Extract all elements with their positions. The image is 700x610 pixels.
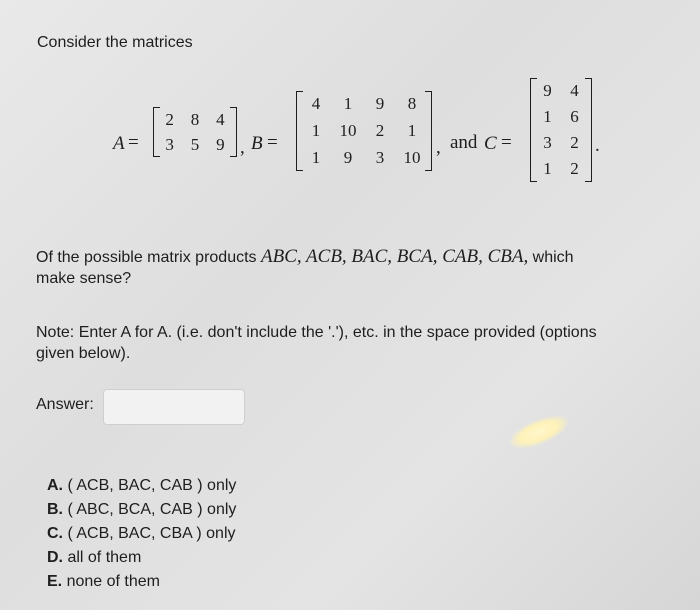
matrix-b-cell: 10 <box>339 120 357 140</box>
matrix-c-cell: 4 <box>570 81 579 100</box>
note-line-1: Note: Enter A for A. (i.e. don't include the '.'), etc. in the space provided (options <box>36 324 597 341</box>
matrix-c-label: C <box>484 133 497 154</box>
matrix-c-cell: 6 <box>570 107 579 126</box>
matrix-b-cell: 1 <box>343 94 353 114</box>
products-list: ABC, ACB, BAC, BCA, CAB, CBA, <box>261 246 529 267</box>
matrix-b-cell: 1 <box>407 120 417 140</box>
matrix-b-cell: 3 <box>375 147 385 167</box>
matrix-a-cell: 2 <box>165 109 174 129</box>
option-e[interactable] <box>47 572 160 592</box>
question-line-1 <box>36 246 574 269</box>
matrix-b-label: B <box>251 133 263 154</box>
matrix-c <box>534 78 588 182</box>
answer-input[interactable] <box>103 389 245 425</box>
matrix-c-cell: 2 <box>570 159 579 178</box>
matrix-c-cell: 2 <box>570 133 579 152</box>
option-c[interactable] <box>47 524 236 544</box>
equals-sign: = <box>501 132 512 153</box>
comma: , <box>436 137 441 158</box>
light-glare <box>506 409 572 454</box>
comma: , <box>240 137 245 158</box>
matrix-b-cell: 9 <box>343 147 353 167</box>
option-letter: D. <box>47 549 63 566</box>
matrix-b-cell: 1 <box>311 120 321 140</box>
and-text: and <box>450 132 478 153</box>
option-d[interactable] <box>47 548 141 568</box>
option-letter: A. <box>47 477 63 494</box>
note-line-2: given below). <box>36 345 131 362</box>
question-suffix: which <box>532 249 574 266</box>
matrix-c-cell: 1 <box>543 107 552 126</box>
matrix-a-cell: 3 <box>165 134 174 154</box>
matrix-c-cell: 3 <box>543 133 552 152</box>
matrix-b-cell: 1 <box>311 147 321 167</box>
option-text: ( ACB, BAC, CAB ) only <box>67 477 237 494</box>
matrix-b-cell: 2 <box>375 120 385 140</box>
question-line-2: make sense? <box>36 270 132 287</box>
option-text: ( ABC, BCA, CAB ) only <box>67 501 237 518</box>
option-b[interactable] <box>47 500 236 520</box>
option-a[interactable] <box>47 476 236 496</box>
matrix-a-label: A <box>113 133 125 154</box>
matrix-a-cell: 5 <box>190 134 200 154</box>
question-sheet <box>10 22 696 606</box>
matrix-c-cell: 1 <box>543 159 552 178</box>
matrix-b-cell: 4 <box>311 94 321 114</box>
option-text: all of them <box>67 549 142 566</box>
matrix-b-cell: 10 <box>403 147 421 167</box>
equals-sign: = <box>267 132 278 153</box>
period: . <box>595 135 600 156</box>
matrix-equation <box>10 81 696 209</box>
equals-sign: = <box>128 132 139 153</box>
matrix-b <box>300 91 428 171</box>
matrix-b-cell: 9 <box>375 94 385 114</box>
matrix-c-cell: 9 <box>543 81 552 100</box>
option-text: none of them <box>66 573 160 590</box>
matrix-a <box>157 107 233 157</box>
option-text: ( ACB, BAC, CBA ) only <box>67 525 236 542</box>
intro-text: Consider the matrices <box>37 34 193 51</box>
matrix-a-cell: 8 <box>190 109 200 129</box>
answer-label: Answer: <box>36 396 94 413</box>
matrix-a-cell: 4 <box>216 109 225 129</box>
matrix-a-cell: 9 <box>216 134 225 154</box>
option-letter: C. <box>47 525 63 542</box>
option-letter: B. <box>47 501 63 518</box>
matrix-b-cell: 8 <box>407 94 417 114</box>
option-letter: E. <box>47 573 63 590</box>
question-prefix: Of the possible matrix products <box>36 249 257 266</box>
